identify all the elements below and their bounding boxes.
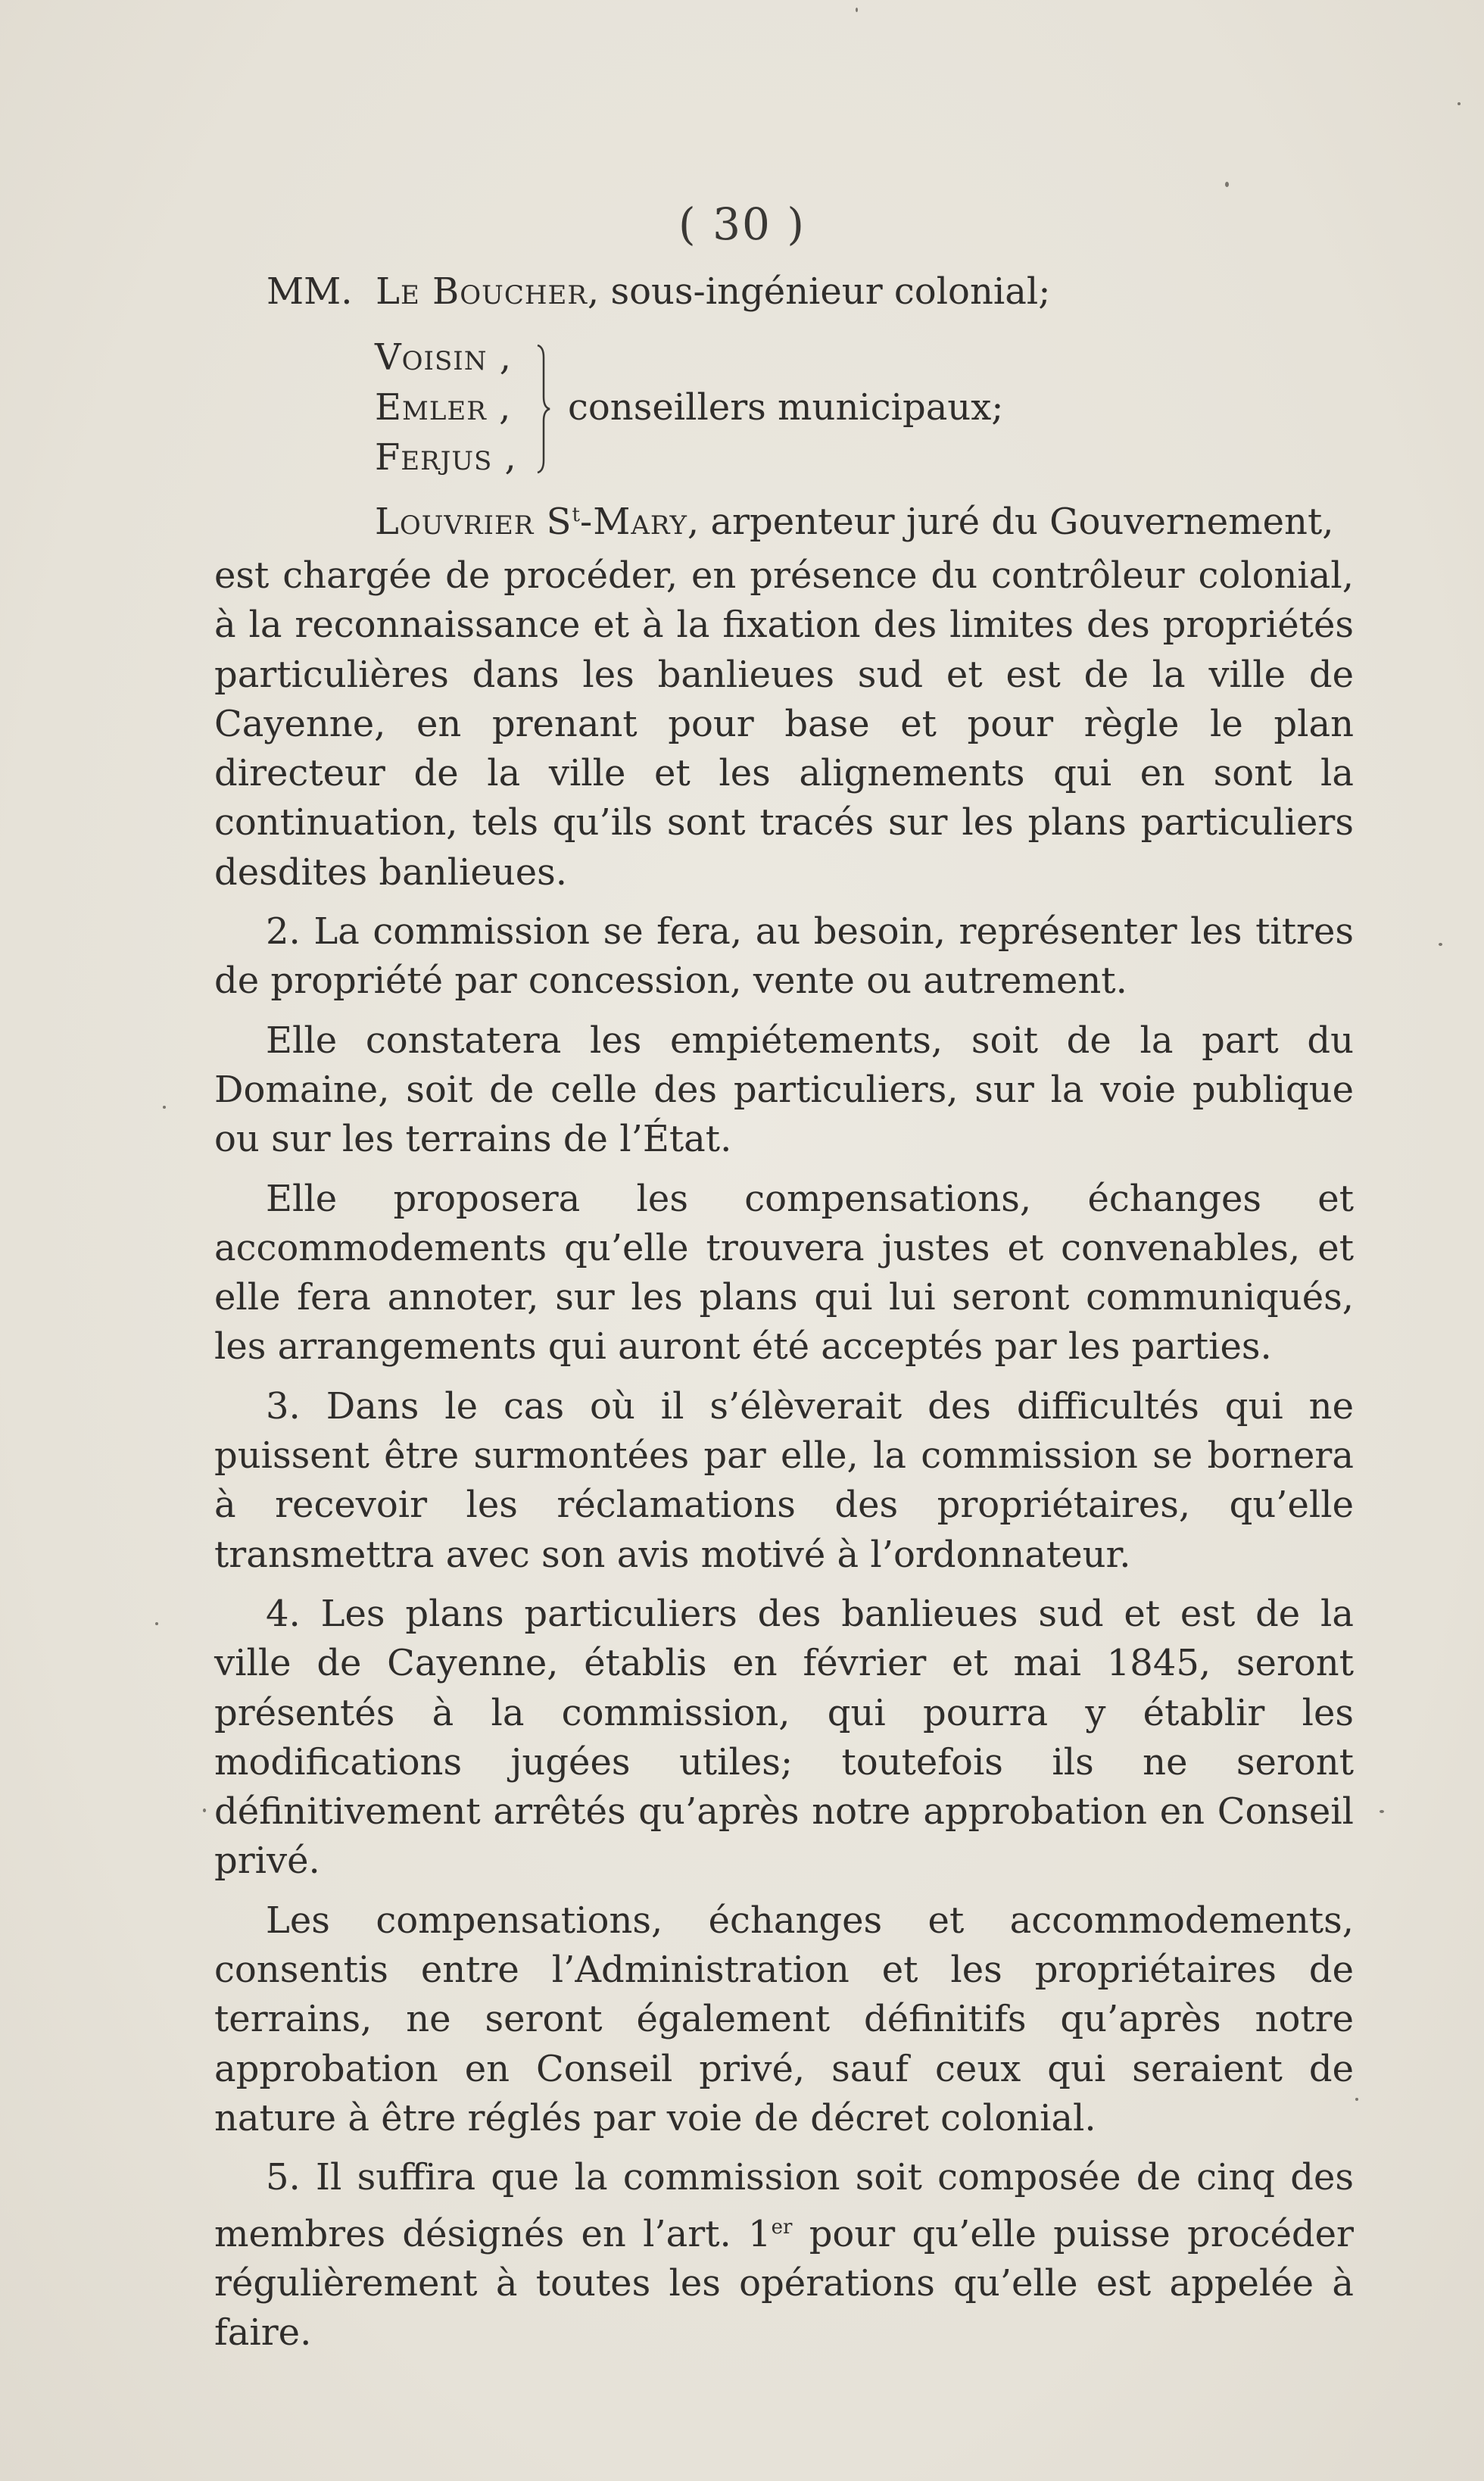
paragraph-article-2: 2. La commission se fera, au besoin, représenter les titres de propriété par concession, vente ou autrement. (214, 910, 1354, 1003)
paper-speck (155, 1622, 158, 1625)
member-name-rest: -Mary (580, 501, 687, 543)
paper-speck (1458, 102, 1461, 105)
paper-speck (856, 8, 858, 12)
member-name-superscript: t (572, 504, 580, 526)
page-number: ( 30 ) (678, 198, 806, 250)
member-group-role: conseillers municipaux; (568, 386, 1004, 429)
member-role: , sous-ingénieur colonial; (587, 270, 1051, 313)
paragraph-article-3: 3. Dans le cas où il s’élèverait des difficultés qui ne puissent être surmontées par elle, la commission se bornera à recevoir les réclamations des propriétaires, qu’elle transmettra avec son avis motivé à l’ordonnateur. (214, 1384, 1354, 1576)
member-prefix: MM. (267, 270, 353, 313)
ordinal-superscript: er (771, 2215, 793, 2239)
member-line-louvrier (375, 492, 1334, 545)
paper-speck (163, 1106, 166, 1109)
paragraph-article-5 (214, 2153, 1354, 2358)
article-5-text-start: 5. Il suffira que la commission soit composée de cinq des membres désignés en l’art. 1 (214, 2156, 1354, 2255)
paper-speck (1355, 2098, 1358, 2101)
paragraph-approval: Les compensations, échanges et accommodements, consentis entre l’Administration et les propriétaires de terrains, ne seront également définitifs qu’après notre approbation en Conseil privé, sauf ceux qui seraient de nature à être réglés par voie de décret colonial. (214, 1899, 1354, 2139)
paragraph-commission-task: est chargée de procéder, en présence du contrôleur colonial, à la reconnaissance et à la fixation des limites des propriétés particulières dans les banlieues sud et est de la ville de Cayenne, en prenant pour base et pour règle le plan directeur de la ville et les alignements qui en sont la continuation, tels qu’ils sont tracés sur les plans particuliers desdites banlieues. (214, 554, 1354, 894)
paper-speck (1380, 1810, 1384, 1813)
brace-icon (535, 342, 551, 476)
paragraph-encroachments: Elle constatera les empiétements, soit de la part du Domaine, soit de celle des particuliers, sur la voie publique ou sur les terrains de l’État. (214, 1019, 1354, 1161)
paragraph-compensations: Elle proposera les compensations, échanges et accommodements qu’elle trouvera justes et convenables, et elle fera annoter, sur les plans qui lui seront communiqués, les arrangements qui auront été acceptés par les parties. (214, 1177, 1354, 1368)
member-line-le-boucher (267, 269, 1050, 314)
paper-speck (1439, 943, 1442, 946)
member-name: Louvrier S (375, 501, 572, 543)
article-5-text-end: pour qu’elle puisse procéder régulièrement à toutes les opérations qu’elle est appelée à faire. (214, 2212, 1354, 2355)
paper-speck (1225, 182, 1229, 187)
article-body (214, 551, 1354, 2367)
member-name: Le Boucher (376, 270, 588, 313)
paragraph-article-4: 4. Les plans particuliers des banlieues sud et est de la ville de Cayenne, établis en février et mai 1845, seront présentés à la commission, qui pourra y établir les modifications jugées utiles; toutefois ils ne seront définitivement arrêtés qu’après notre approbation en Conseil privé. (214, 1592, 1354, 1883)
member-name-ferjus: Ferjus , (375, 436, 517, 479)
member-name-voisin: Voisin , (375, 336, 512, 379)
paper-speck (203, 1808, 206, 1812)
member-role: , arpenteur juré du Gouvernement, (687, 501, 1334, 543)
member-name-emler: Emler , (375, 386, 512, 429)
